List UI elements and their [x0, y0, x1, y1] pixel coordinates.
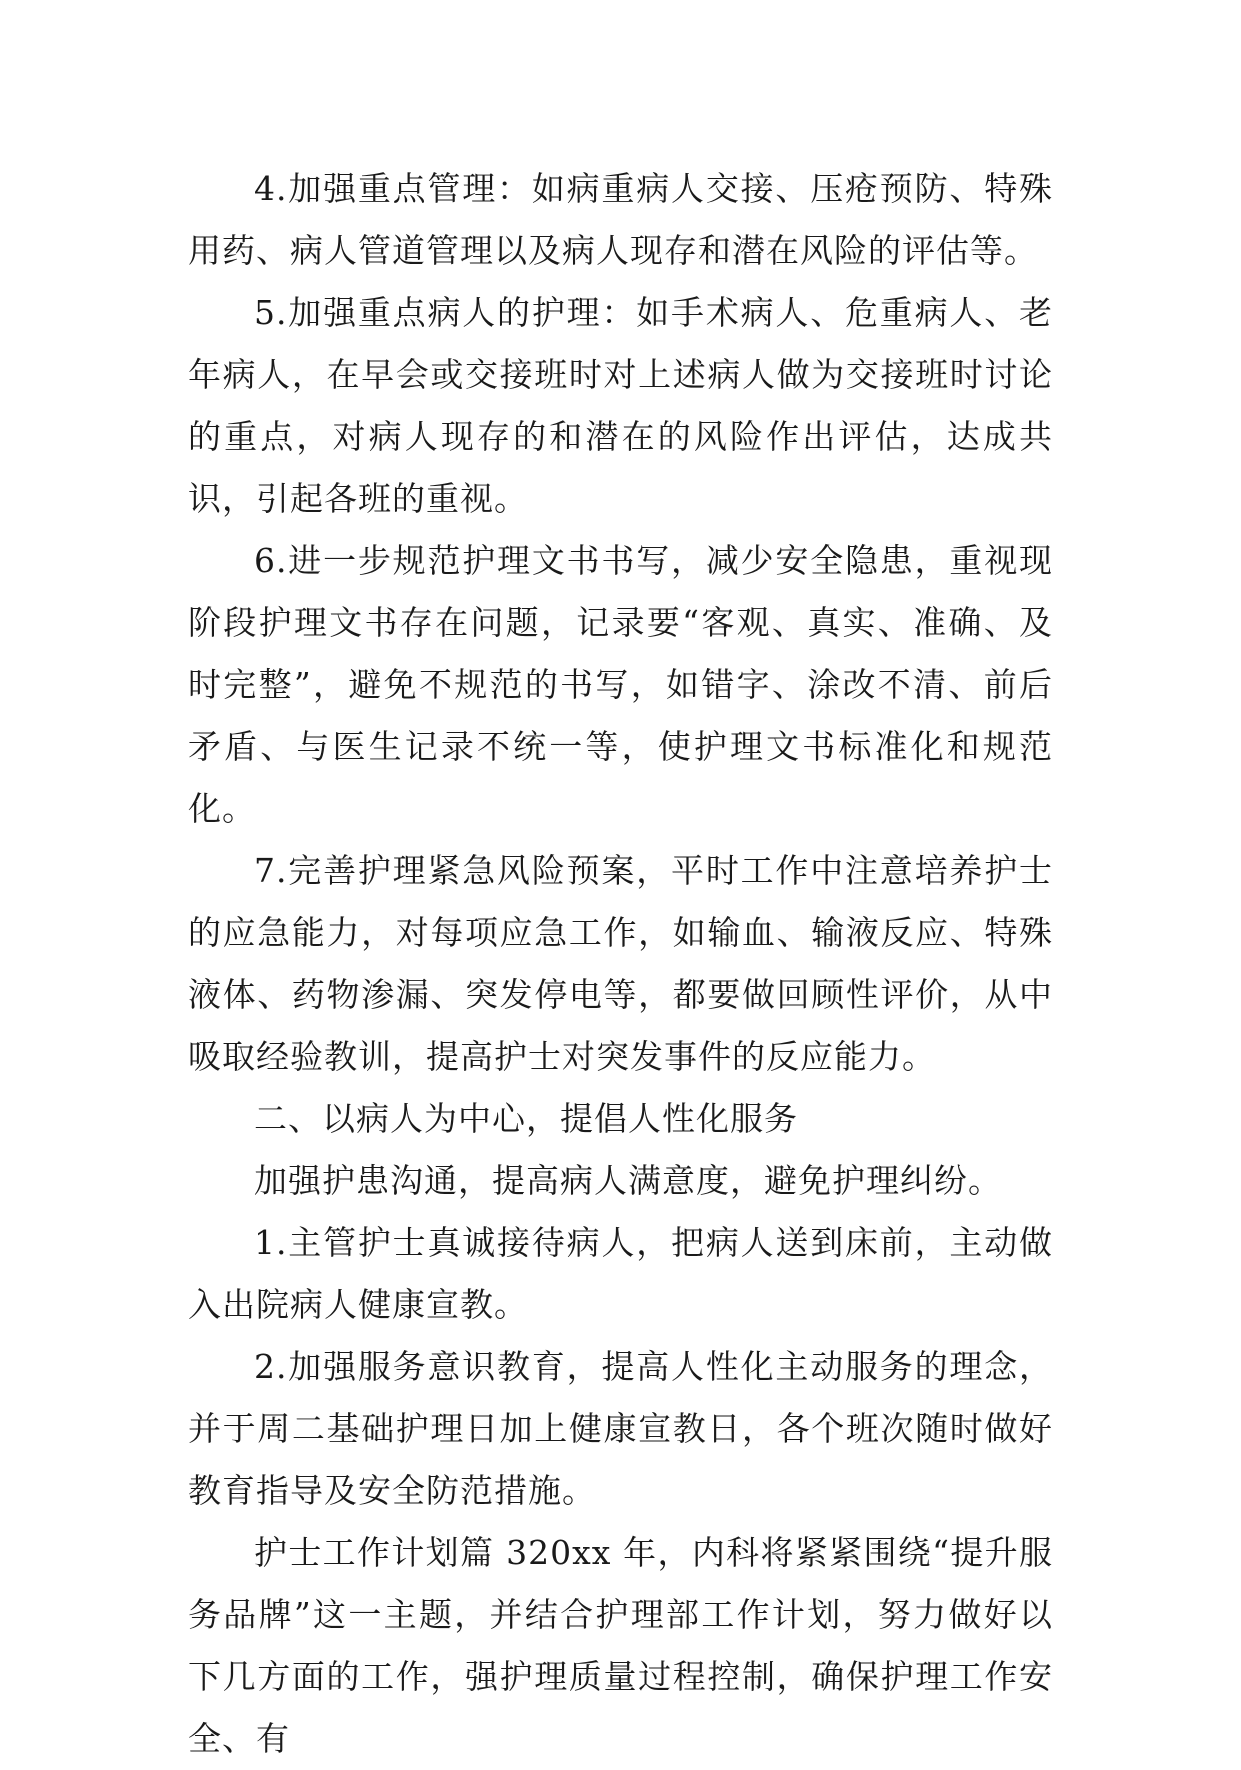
- paragraph-item-2: 2.加强服务意识教育，提高人性化主动服务的理念，并于周二基础护理日加上健康宣教日，各个班次随时做好教育指导及安全防范措施。: [188, 1347, 1053, 1510]
- paragraph-item-1: 1.主管护士真诚接待病人，把病人送到床前，主动做入出院病人健康宣教。: [188, 1223, 1053, 1324]
- paragraph-item-6: 6.进一步规范护理文书书写，减少安全隐患，重视现阶段护理文书存在问题，记录要“客观、真实、准确、及时完整”，避免不规范的书写，如错字、涂改不清、前后矛盾、与医生记录不统一等，使护理文书标准化和规范化。: [188, 541, 1053, 828]
- section-intro: 加强护患沟通，提高病人满意度，避免护理纠纷。: [254, 1161, 1002, 1200]
- paragraph-item-5: 5.加强重点病人的护理：如手术病人、危重病人、老年病人，在早会或交接班时对上述病人做为交接班时讨论的重点，对病人现存的和潜在的风险作出评估，达成共识，引起各班的重视。: [188, 293, 1053, 518]
- paragraph-item-7: 7.完善护理紧急风险预案，平时工作中注意培养护士的应急能力，对每项应急工作，如输血、输液反应、特殊液体、药物渗漏、突发停电等，都要做回顾性评价，从中吸取经验教训，提高护士对突发事件的反应能力。: [188, 851, 1053, 1076]
- document-body: [188, 158, 1053, 1770]
- section-heading-2: 二、以病人为中心，提倡人性化服务: [254, 1099, 798, 1138]
- paragraph-item-4: 4.加强重点管理：如病重病人交接、压疮预防、特殊用药、病人管道管理以及病人现存和潜在风险的评估等。: [188, 169, 1053, 270]
- paragraph-plan-3: 护士工作计划篇 320xx 年，内科将紧紧围绕“提升服务品牌”这一主题，并结合护理部工作计划，努力做好以下几方面的工作，强护理质量过程控制，确保护理工作安全、有: [188, 1533, 1053, 1758]
